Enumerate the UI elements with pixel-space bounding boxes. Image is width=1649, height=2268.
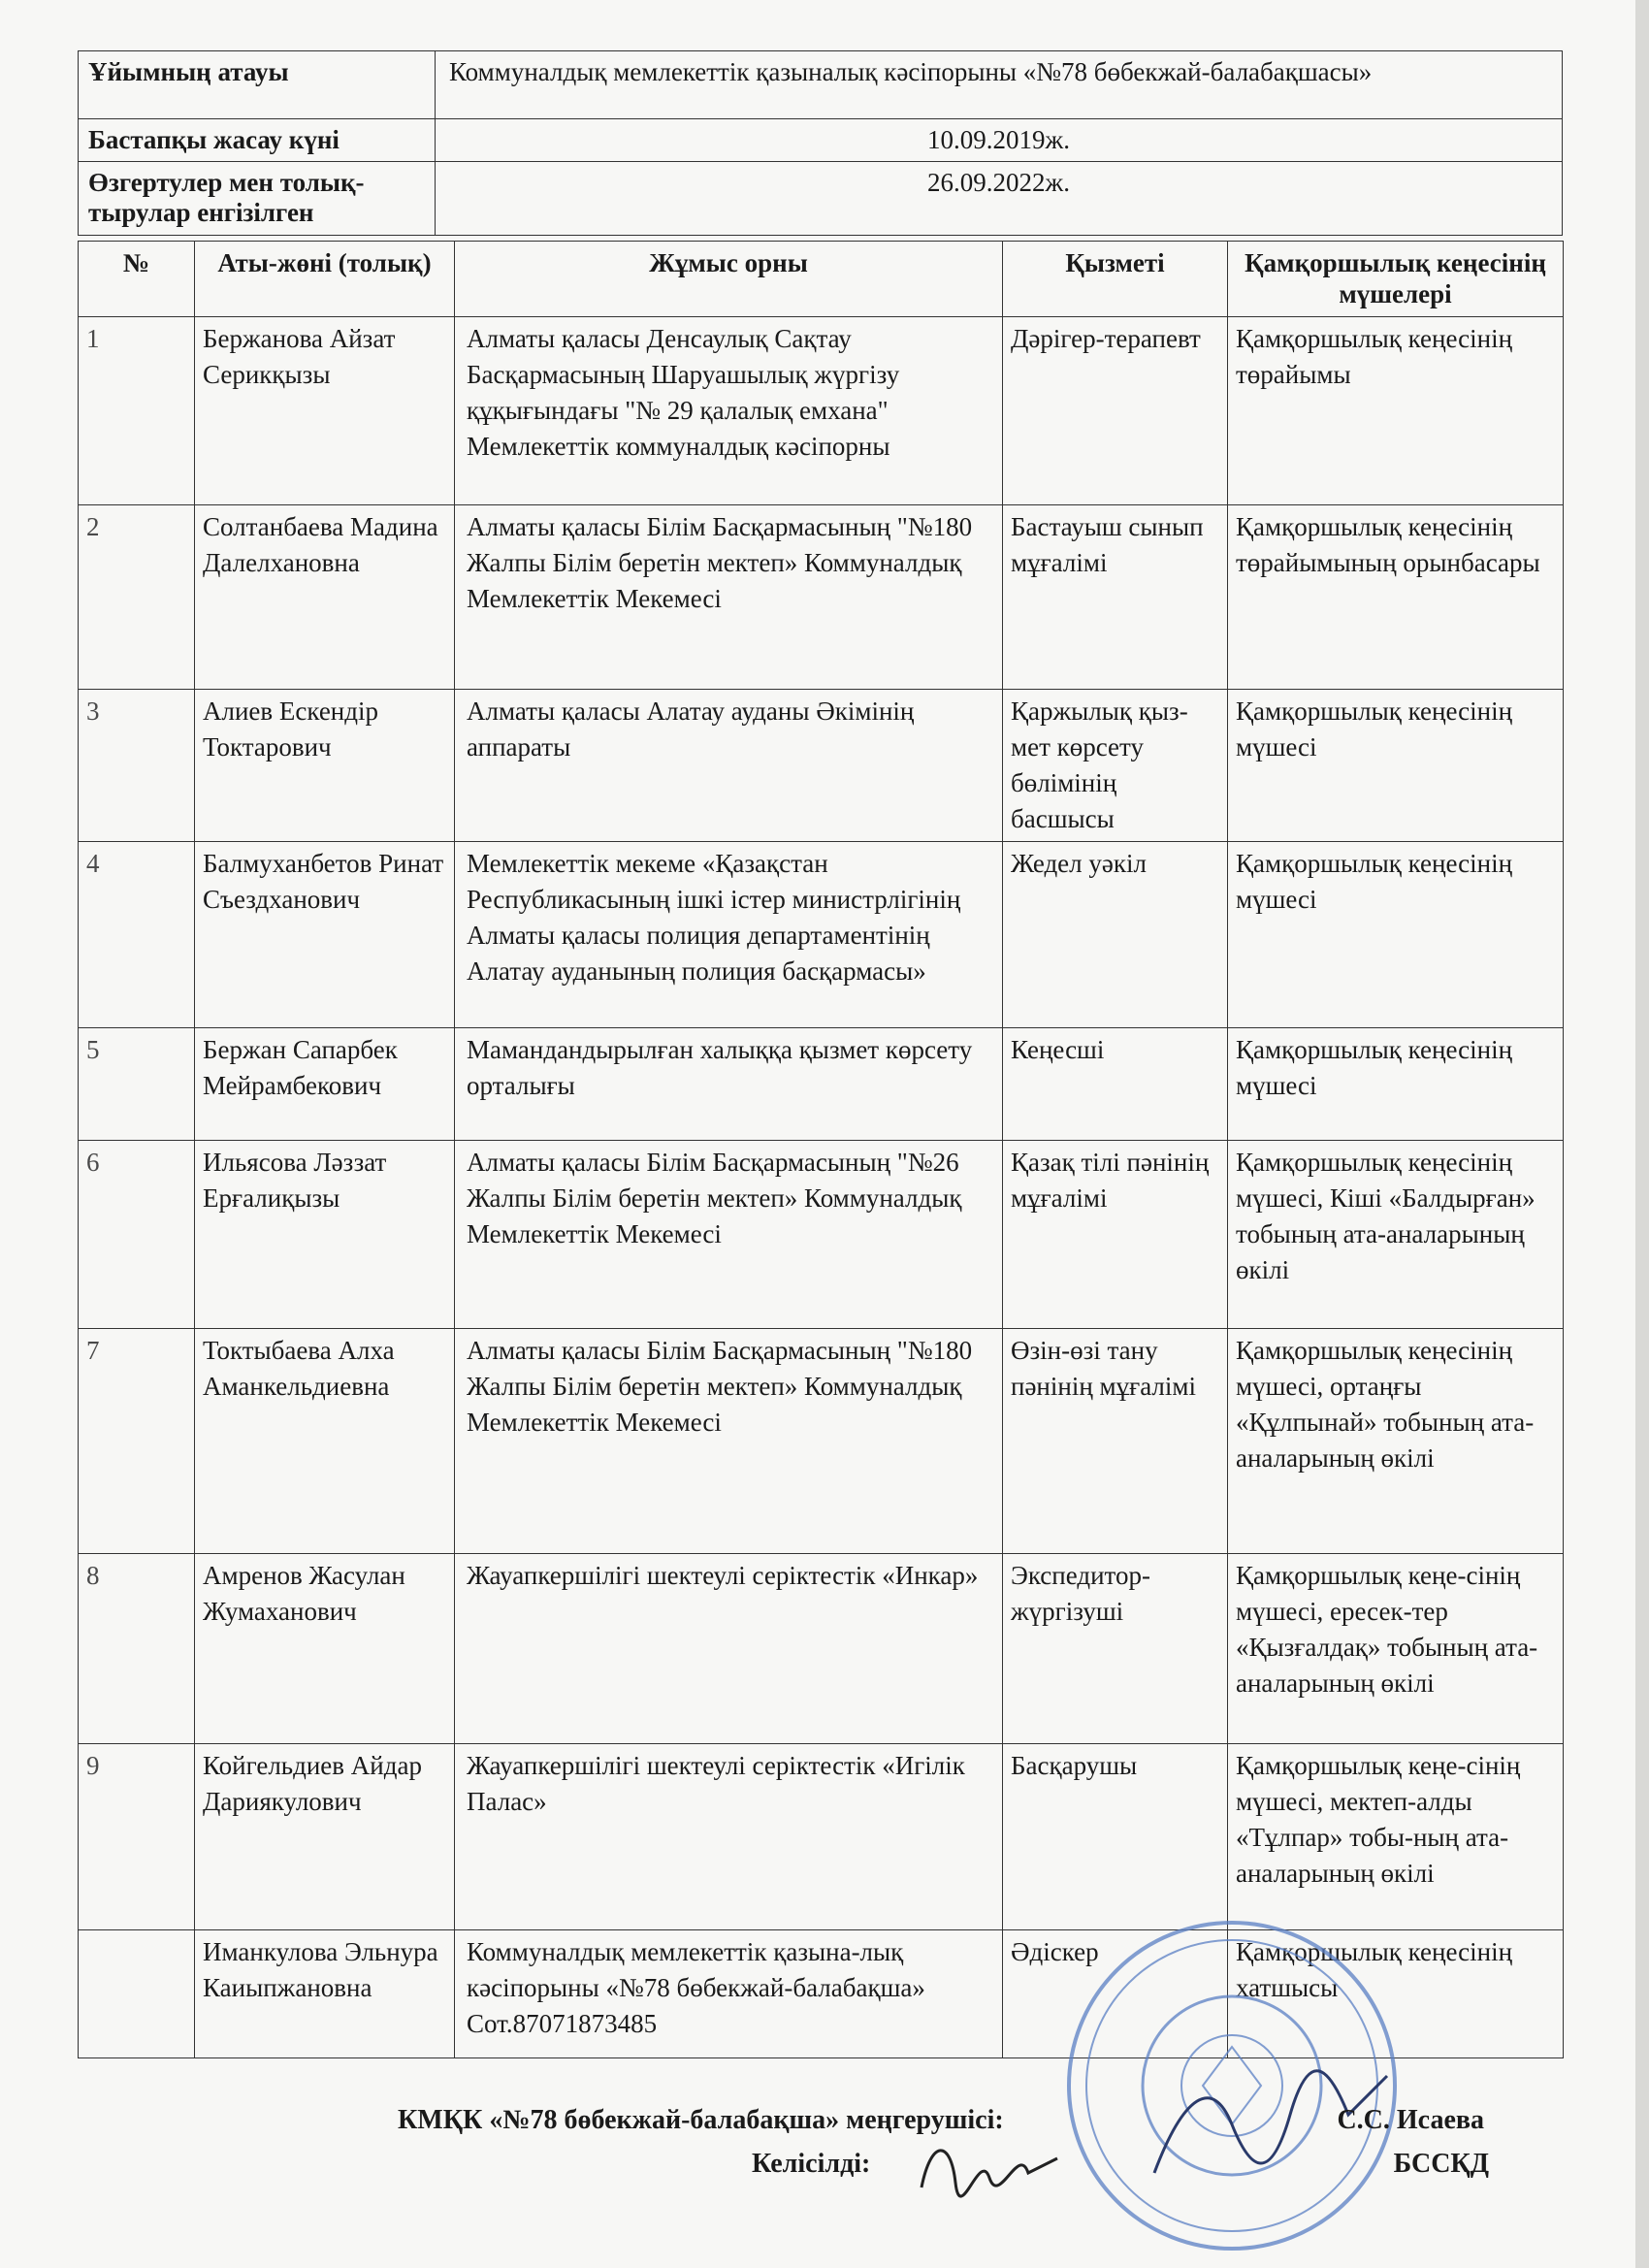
header-workplace: Жұмыс орны [455, 242, 1003, 317]
member-role: Қамқоршылық кеңесінің хатшысы [1228, 1930, 1564, 2058]
member-position: Кеңесші [1003, 1028, 1228, 1141]
table-row [79, 1141, 1564, 1329]
member-name: Алиев Ескендір Токтарович [195, 690, 455, 842]
member-role: Қамқоршылық кеңе-сінің мүшесі, ересек-тер «Қызғалдақ» тобының ата-аналарының өкілі [1228, 1554, 1564, 1744]
org-name-value: Коммуналдық мемлекеттік қазыналық кәсіпорыны «№78 бөбекжай-балабақшасы» [436, 51, 1563, 119]
org-name-label: Ұйымның атауы [79, 51, 436, 119]
row-number: 3 [79, 690, 195, 842]
member-name: Бержанова Айзат Серикқызы [195, 317, 455, 505]
row-number: 4 [79, 842, 195, 1028]
member-position: Қаржылық қыз-мет көрсету бөлімінің басшысы [1003, 690, 1228, 842]
row-number: 6 [79, 1141, 195, 1329]
member-workplace: Алматы қаласы Білім Басқармасының "№26 Жалпы Білім беретін мектеп» Коммуналдық Мемлекеттік Мекемесі [455, 1141, 1003, 1329]
header-number: № [79, 242, 195, 317]
member-workplace: Коммуналдық мемлекеттік қазына-лық кәсіпорыны «№78 бөбекжай-балабақша» Сот.87071873485 [455, 1930, 1003, 2058]
member-position: Басқарушы [1003, 1744, 1228, 1930]
member-position: Өзін-өзі тану пәнінің мұғалімі [1003, 1329, 1228, 1554]
updated-date-value: 26.09.2022ж. [436, 162, 1563, 236]
created-date-label: Бастапқы жасау күні [79, 119, 436, 162]
member-role: Қамқоршылық кеңесінің мүшесі [1228, 690, 1564, 842]
member-role: Қамқоршылық кеңесінің төрайымының орынбасары [1228, 505, 1564, 690]
updated-date-row [79, 162, 1563, 236]
member-workplace: Алматы қаласы Білім Басқармасының "№180 Жалпы Білім беретін мектеп» Коммуналдық Мемлекеттік Мекемесі [455, 505, 1003, 690]
org-name-row [79, 51, 1563, 119]
member-workplace: Жауапкершілігі шектеулі серіктестік «Инкар» [455, 1554, 1003, 1744]
member-workplace: Алматы қаласы Білім Басқармасының "№180 Жалпы Білім беретін мектеп» Коммуналдық Мемлекеттік Мекемесі [455, 1329, 1003, 1554]
member-workplace: Алматы қаласы Алатау ауданы Әкімінің аппараты [455, 690, 1003, 842]
agreed-org: БССҚД [1393, 2149, 1489, 2179]
member-role: Қамқоршылық кеңесінің мүшесі, Кіші «Балдырған» тобының ата-аналарының өкілі [1228, 1141, 1564, 1329]
member-name: Иманкулова Эльнура Каиыпжановна [195, 1930, 455, 2058]
header-board-role: Қамқоршылық кеңесінің мүшелері [1228, 242, 1564, 317]
member-name: Балмуханбетов Ринат Съездханович [195, 842, 455, 1028]
table-row [79, 1554, 1564, 1744]
member-workplace: Алматы қаласы Денсаулық Сақтау Басқармасының Шаруашылық жүргізу құқығындағы "№ 29 қалалық емхана" Мемлекеттік коммуналдық кәсіпорны [455, 317, 1003, 505]
row-number: 1 [79, 317, 195, 505]
member-name: Ильясова Ләззат Ерғалиқызы [195, 1141, 455, 1329]
agreed-signature-icon [912, 2129, 1067, 2207]
table-row [79, 317, 1564, 505]
head-name: С.С. Исаева [1337, 2105, 1484, 2135]
member-position: Жедел уәкіл [1003, 842, 1228, 1028]
created-date-value: 10.09.2019ж. [436, 119, 1563, 162]
member-name: Койгельдиев Айдар Дариякулович [195, 1744, 455, 1930]
member-role: Қамқоршылық кеңесінің төрайымы [1228, 317, 1564, 505]
header-position: Қызметі [1003, 242, 1228, 317]
table-row [79, 842, 1564, 1028]
member-name: Амренов Жасулан Жумаханович [195, 1554, 455, 1744]
member-position: Экспедитор-жүргізуші [1003, 1554, 1228, 1744]
member-name: Токтыбаева Алха Аманкельдиевна [195, 1329, 455, 1554]
table-row [79, 505, 1564, 690]
member-name: Солтанбаева Мадина Далелхановна [195, 505, 455, 690]
member-workplace: Жауапкершілігі шектеулі серіктестік «Игілік Палас» [455, 1744, 1003, 1930]
member-role: Қамқоршылық кеңе-сінің мүшесі, мектеп-алды «Тұлпар» тобы-ның ата-аналарының өкілі [1228, 1744, 1564, 1930]
member-workplace: Мемлекеттік мекеме «Қазақстан Республикасының ішкі істер министрлігінің Алматы қаласы полиция департаментінің Алатау ауданының полиция басқармасы» [455, 842, 1003, 1028]
row-number: 7 [79, 1329, 195, 1554]
member-position: Қазақ тілі пәнінің мұғалімі [1003, 1141, 1228, 1329]
member-role: Қамқоршылық кеңесінің мүшесі [1228, 1028, 1564, 1141]
table-row [79, 1329, 1564, 1554]
agreed-signature-stroke [922, 2151, 1057, 2196]
member-role: Қамқоршылық кеңесінің мүшесі [1228, 842, 1564, 1028]
table-row [79, 1744, 1564, 1930]
table-row [79, 1028, 1564, 1141]
table-row [79, 690, 1564, 842]
board-members-table [78, 241, 1564, 2058]
updated-date-label: Өзгертулер мен толық-тырулар енгізілген [79, 162, 436, 236]
row-number: 8 [79, 1554, 195, 1744]
member-position: Әдіскер [1003, 1930, 1228, 2058]
row-number: 5 [79, 1028, 195, 1141]
agreed-label: Келісілді: [752, 2149, 871, 2179]
organization-info-table [78, 50, 1563, 236]
header-full-name: Аты-жөні (толық) [195, 242, 455, 317]
created-date-row [79, 119, 1563, 162]
row-number: 9 [79, 1744, 195, 1930]
row-number [79, 1930, 195, 2058]
member-workplace: Мамандандырылған халыққа қызмет көрсету орталығы [455, 1028, 1003, 1141]
member-role: Қамқоршылық кеңесінің мүшесі, ортаңғы «Құлпынай» тобының ата-аналарының өкілі [1228, 1329, 1564, 1554]
scan-edge [1635, 0, 1649, 2268]
member-position: Бастауыш сынып мұғалімі [1003, 505, 1228, 690]
member-name: Бержан Сапарбек Мейрамбекович [195, 1028, 455, 1141]
row-number: 2 [79, 505, 195, 690]
head-title: КМҚК «№78 бөбекжай-балабақша» меңгерушісі: [398, 2105, 1004, 2135]
table-header-row [79, 242, 1564, 317]
member-position: Дәрігер-терапевт [1003, 317, 1228, 505]
